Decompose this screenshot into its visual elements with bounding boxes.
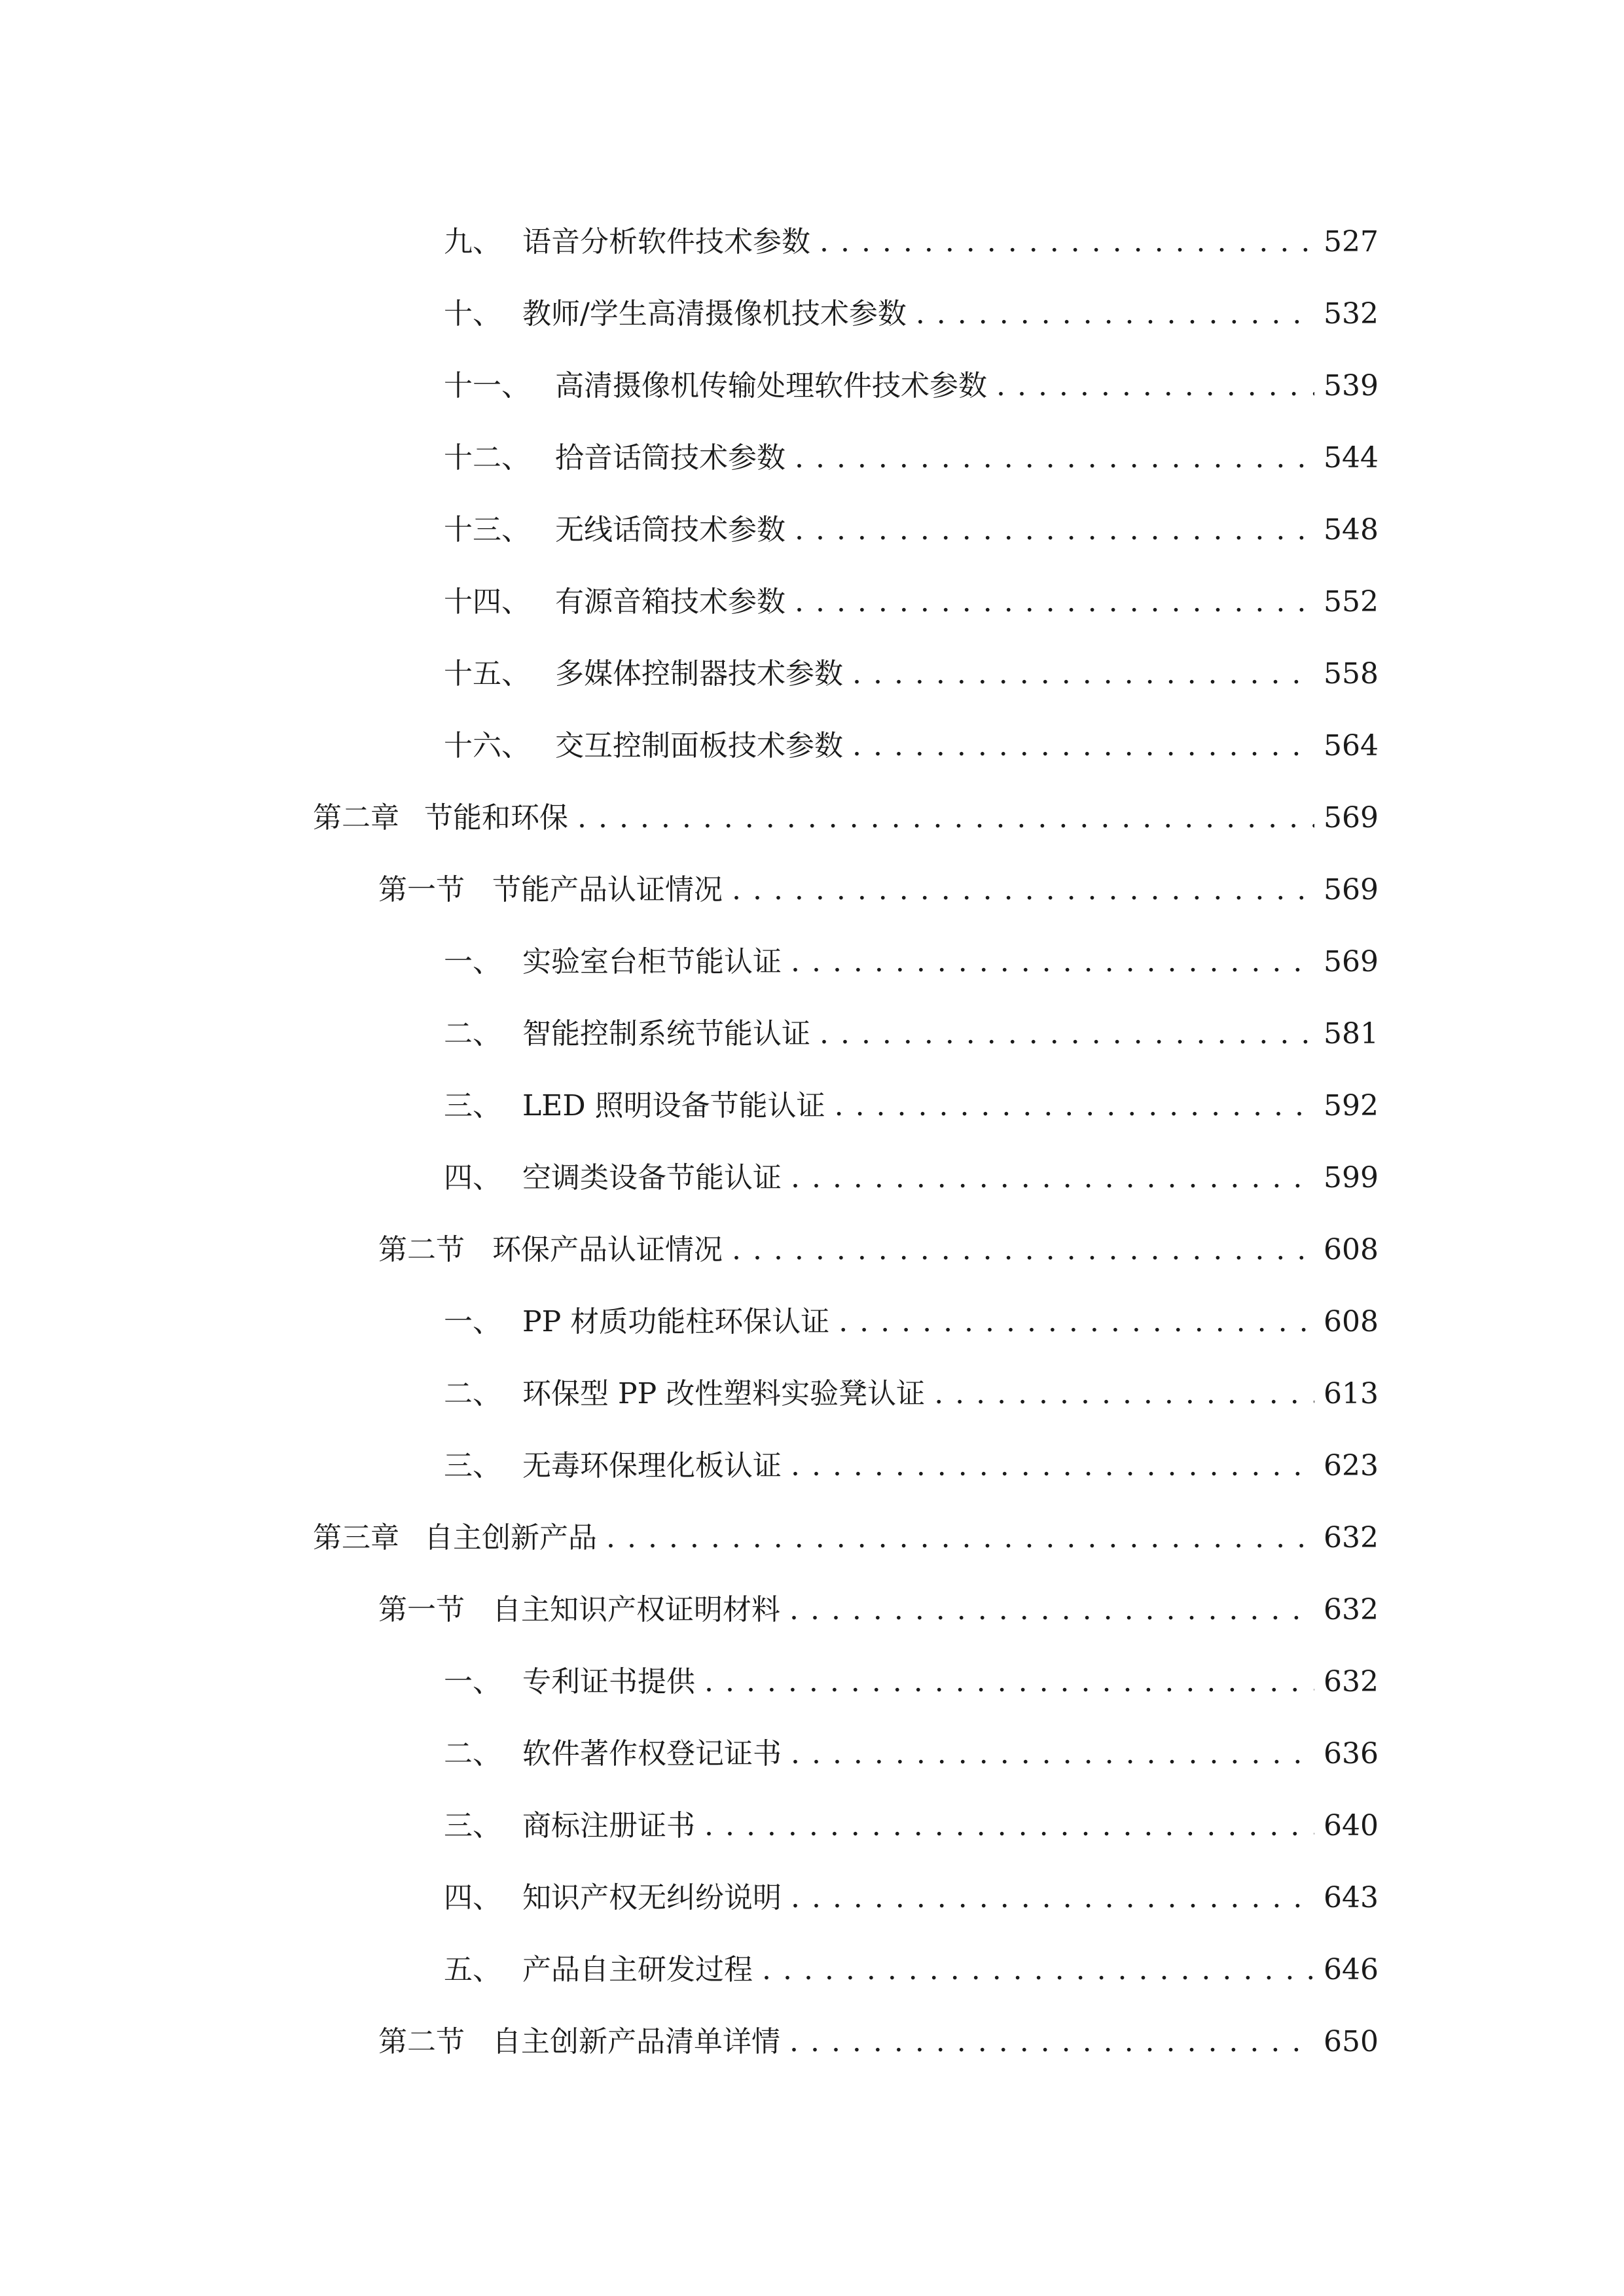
toc-entry[interactable] (444, 419, 1379, 478)
toc-entry[interactable] (444, 1283, 1379, 1342)
toc-entry-page: 632 (1324, 1665, 1379, 1698)
toc-entry[interactable] (444, 1067, 1379, 1126)
toc-entry-page: 643 (1324, 1881, 1379, 1914)
toc-entry[interactable] (444, 1715, 1379, 1774)
dot-leader (852, 655, 1314, 694)
dot-leader (791, 1734, 1314, 1774)
toc-entry-number: 一、 (444, 1305, 501, 1338)
dot-leader (704, 1662, 1314, 1702)
toc-entry-title: 无毒环保理化板认证 (522, 1449, 782, 1482)
toc-entry-number: 十六、 (444, 729, 530, 762)
toc-entry[interactable] (444, 1931, 1379, 1990)
toc-entry-number: 二、 (444, 1017, 501, 1050)
toc-entry-section[interactable] (378, 1571, 1379, 1630)
toc-entry-number: 二、 (444, 1737, 501, 1770)
toc-entry-section[interactable] (378, 851, 1379, 910)
toc-entry-title: 产品自主研发过程 (522, 1953, 753, 1986)
toc-entry-title: 软件著作权登记证书 (522, 1737, 782, 1770)
toc-entry-section[interactable] (378, 2003, 1379, 2062)
dot-leader (795, 583, 1314, 622)
dot-leader (934, 1374, 1314, 1414)
toc-entry-page: 632 (1324, 1521, 1379, 1554)
toc-entry-title: 拾音话筒技术参数 (555, 441, 785, 475)
toc-entry-title: 智能控制系统节能认证 (522, 1017, 810, 1050)
toc-entry-page: 539 (1324, 369, 1379, 403)
toc-entry-number: 十二、 (444, 441, 530, 475)
toc-entry-page: 608 (1324, 1233, 1379, 1266)
toc-entry-title: 商标注册证书 (522, 1809, 695, 1842)
toc-entry-title: 多媒体控制器技术参数 (555, 657, 843, 691)
toc-entry-title: 教师/学生高清摄像机技术参数 (522, 297, 907, 331)
toc-entry-title: 交互控制面板技术参数 (555, 729, 843, 762)
toc-entry[interactable] (444, 563, 1379, 622)
toc-entry-title: 高清摄像机传输处理软件技术参数 (555, 369, 987, 403)
dot-leader (762, 1950, 1314, 1990)
toc-entry-title: 环保产品认证情况 (492, 1233, 723, 1266)
toc-entry-page: 623 (1324, 1449, 1379, 1482)
toc-entry[interactable] (444, 1355, 1379, 1414)
toc-entry-page: 569 (1324, 945, 1379, 978)
toc-entry[interactable] (444, 1787, 1379, 1846)
dot-leader (996, 367, 1314, 406)
dot-leader (732, 1230, 1314, 1270)
toc-entry-page: 569 (1324, 801, 1379, 834)
toc-entry-chapter[interactable] (313, 1499, 1379, 1558)
toc-entry-page: 592 (1324, 1089, 1379, 1122)
toc-entry-page: 548 (1324, 513, 1379, 547)
toc-entry[interactable] (444, 1427, 1379, 1486)
dot-leader (732, 870, 1314, 910)
toc-entry-number: 第二章 (313, 801, 399, 834)
toc-entry-page: 532 (1324, 297, 1379, 331)
dot-leader (791, 1878, 1314, 1918)
toc-entry-title: 专利证书提供 (522, 1665, 695, 1698)
toc-entry[interactable] (444, 995, 1379, 1054)
toc-entry-number: 第二节 (378, 2025, 465, 2058)
toc-entry-number: 四、 (444, 1161, 501, 1194)
toc-entry-page: 608 (1324, 1305, 1379, 1338)
toc-entry-title: 自主创新产品清单详情 (492, 2025, 780, 2058)
toc-entry-title: 自主知识产权证明材料 (492, 1593, 780, 1626)
toc-entry-number: 二、 (444, 1377, 501, 1410)
toc-entry-page: 558 (1324, 657, 1379, 691)
toc-entry-page: 599 (1324, 1161, 1379, 1194)
toc-entry-page: 650 (1324, 2025, 1379, 2058)
toc-entry-number: 第一节 (378, 873, 465, 906)
dot-leader (577, 798, 1314, 838)
dot-leader (839, 1302, 1314, 1342)
toc-entry-page: 632 (1324, 1593, 1379, 1626)
dot-leader (852, 726, 1314, 766)
toc-entry[interactable] (444, 347, 1379, 406)
toc-entry-page: 640 (1324, 1809, 1379, 1842)
toc-entry-number: 十、 (444, 297, 501, 331)
toc-entry-page: 646 (1324, 1953, 1379, 1986)
toc-entry-number: 第三章 (313, 1521, 399, 1554)
dot-leader (835, 1086, 1314, 1126)
toc-entry-number: 一、 (444, 945, 501, 978)
dot-leader (795, 439, 1314, 478)
toc-entry-page: 552 (1324, 585, 1379, 619)
toc-entry-page: 613 (1324, 1377, 1379, 1410)
toc-entry[interactable] (444, 923, 1379, 982)
dot-leader (820, 223, 1314, 262)
dot-leader (916, 295, 1314, 334)
toc-entry[interactable] (444, 491, 1379, 550)
toc-entry-page: 569 (1324, 873, 1379, 906)
toc-entry-title: 实验室台柜节能认证 (522, 945, 782, 978)
dot-leader (606, 1518, 1314, 1558)
toc-entry-number: 三、 (444, 1449, 501, 1482)
toc-entry-number: 第一节 (378, 1593, 465, 1626)
toc-entry[interactable] (444, 1139, 1379, 1198)
dot-leader (789, 2022, 1314, 2062)
toc-entry-title: 节能产品认证情况 (492, 873, 723, 906)
dot-leader (791, 942, 1314, 982)
toc-entry-title: 语音分析软件技术参数 (522, 225, 810, 259)
toc-entry[interactable] (444, 1643, 1379, 1702)
toc-entry-number: 一、 (444, 1665, 501, 1698)
toc-entry[interactable] (444, 707, 1379, 766)
toc-entry-title: 有源音箱技术参数 (555, 585, 785, 619)
toc-entry-title: 无线话筒技术参数 (555, 513, 785, 547)
dot-leader (820, 1014, 1314, 1054)
toc-entry-page: 564 (1324, 729, 1379, 762)
dot-leader (795, 511, 1314, 550)
toc-entry-page: 636 (1324, 1737, 1379, 1770)
toc-entry-title: 节能和环保 (424, 801, 568, 834)
dot-leader (789, 1590, 1314, 1630)
toc-entry[interactable] (444, 1859, 1379, 1918)
toc-entry[interactable] (444, 203, 1379, 262)
toc-entry-title: 环保型 PP 改性塑料实验凳认证 (522, 1377, 926, 1410)
toc-entry-title: LED 照明设备节能认证 (522, 1089, 825, 1122)
toc-entry[interactable] (444, 275, 1379, 334)
toc-entry-number: 五、 (444, 1953, 501, 1986)
toc-entry-number: 三、 (444, 1809, 501, 1842)
toc-entry-title: 自主创新产品 (424, 1521, 597, 1554)
dot-leader (704, 1806, 1314, 1846)
toc-entry-title: PP 材质功能柱环保认证 (522, 1305, 830, 1338)
toc-entry-number: 十五、 (444, 657, 530, 691)
toc-entry-number: 四、 (444, 1881, 501, 1914)
toc-entry-chapter[interactable] (313, 779, 1379, 838)
dot-leader (791, 1158, 1314, 1198)
toc-entry-number: 第二节 (378, 1233, 465, 1266)
toc-entry-title: 空调类设备节能认证 (522, 1161, 782, 1194)
dot-leader (791, 1446, 1314, 1486)
toc-entry-number: 三、 (444, 1089, 501, 1122)
toc-entry-number: 十三、 (444, 513, 530, 547)
toc-entry-page: 581 (1324, 1017, 1379, 1050)
toc-entry-page: 544 (1324, 441, 1379, 475)
toc-entry-section[interactable] (378, 1211, 1379, 1270)
toc-entry[interactable] (444, 635, 1379, 694)
toc-entry-number: 九、 (444, 225, 501, 259)
toc-entry-number: 十四、 (444, 585, 530, 619)
toc-entry-page: 527 (1324, 225, 1379, 259)
toc-entry-title: 知识产权无纠纷说明 (522, 1881, 782, 1914)
toc-entry-number: 十一、 (444, 369, 530, 403)
